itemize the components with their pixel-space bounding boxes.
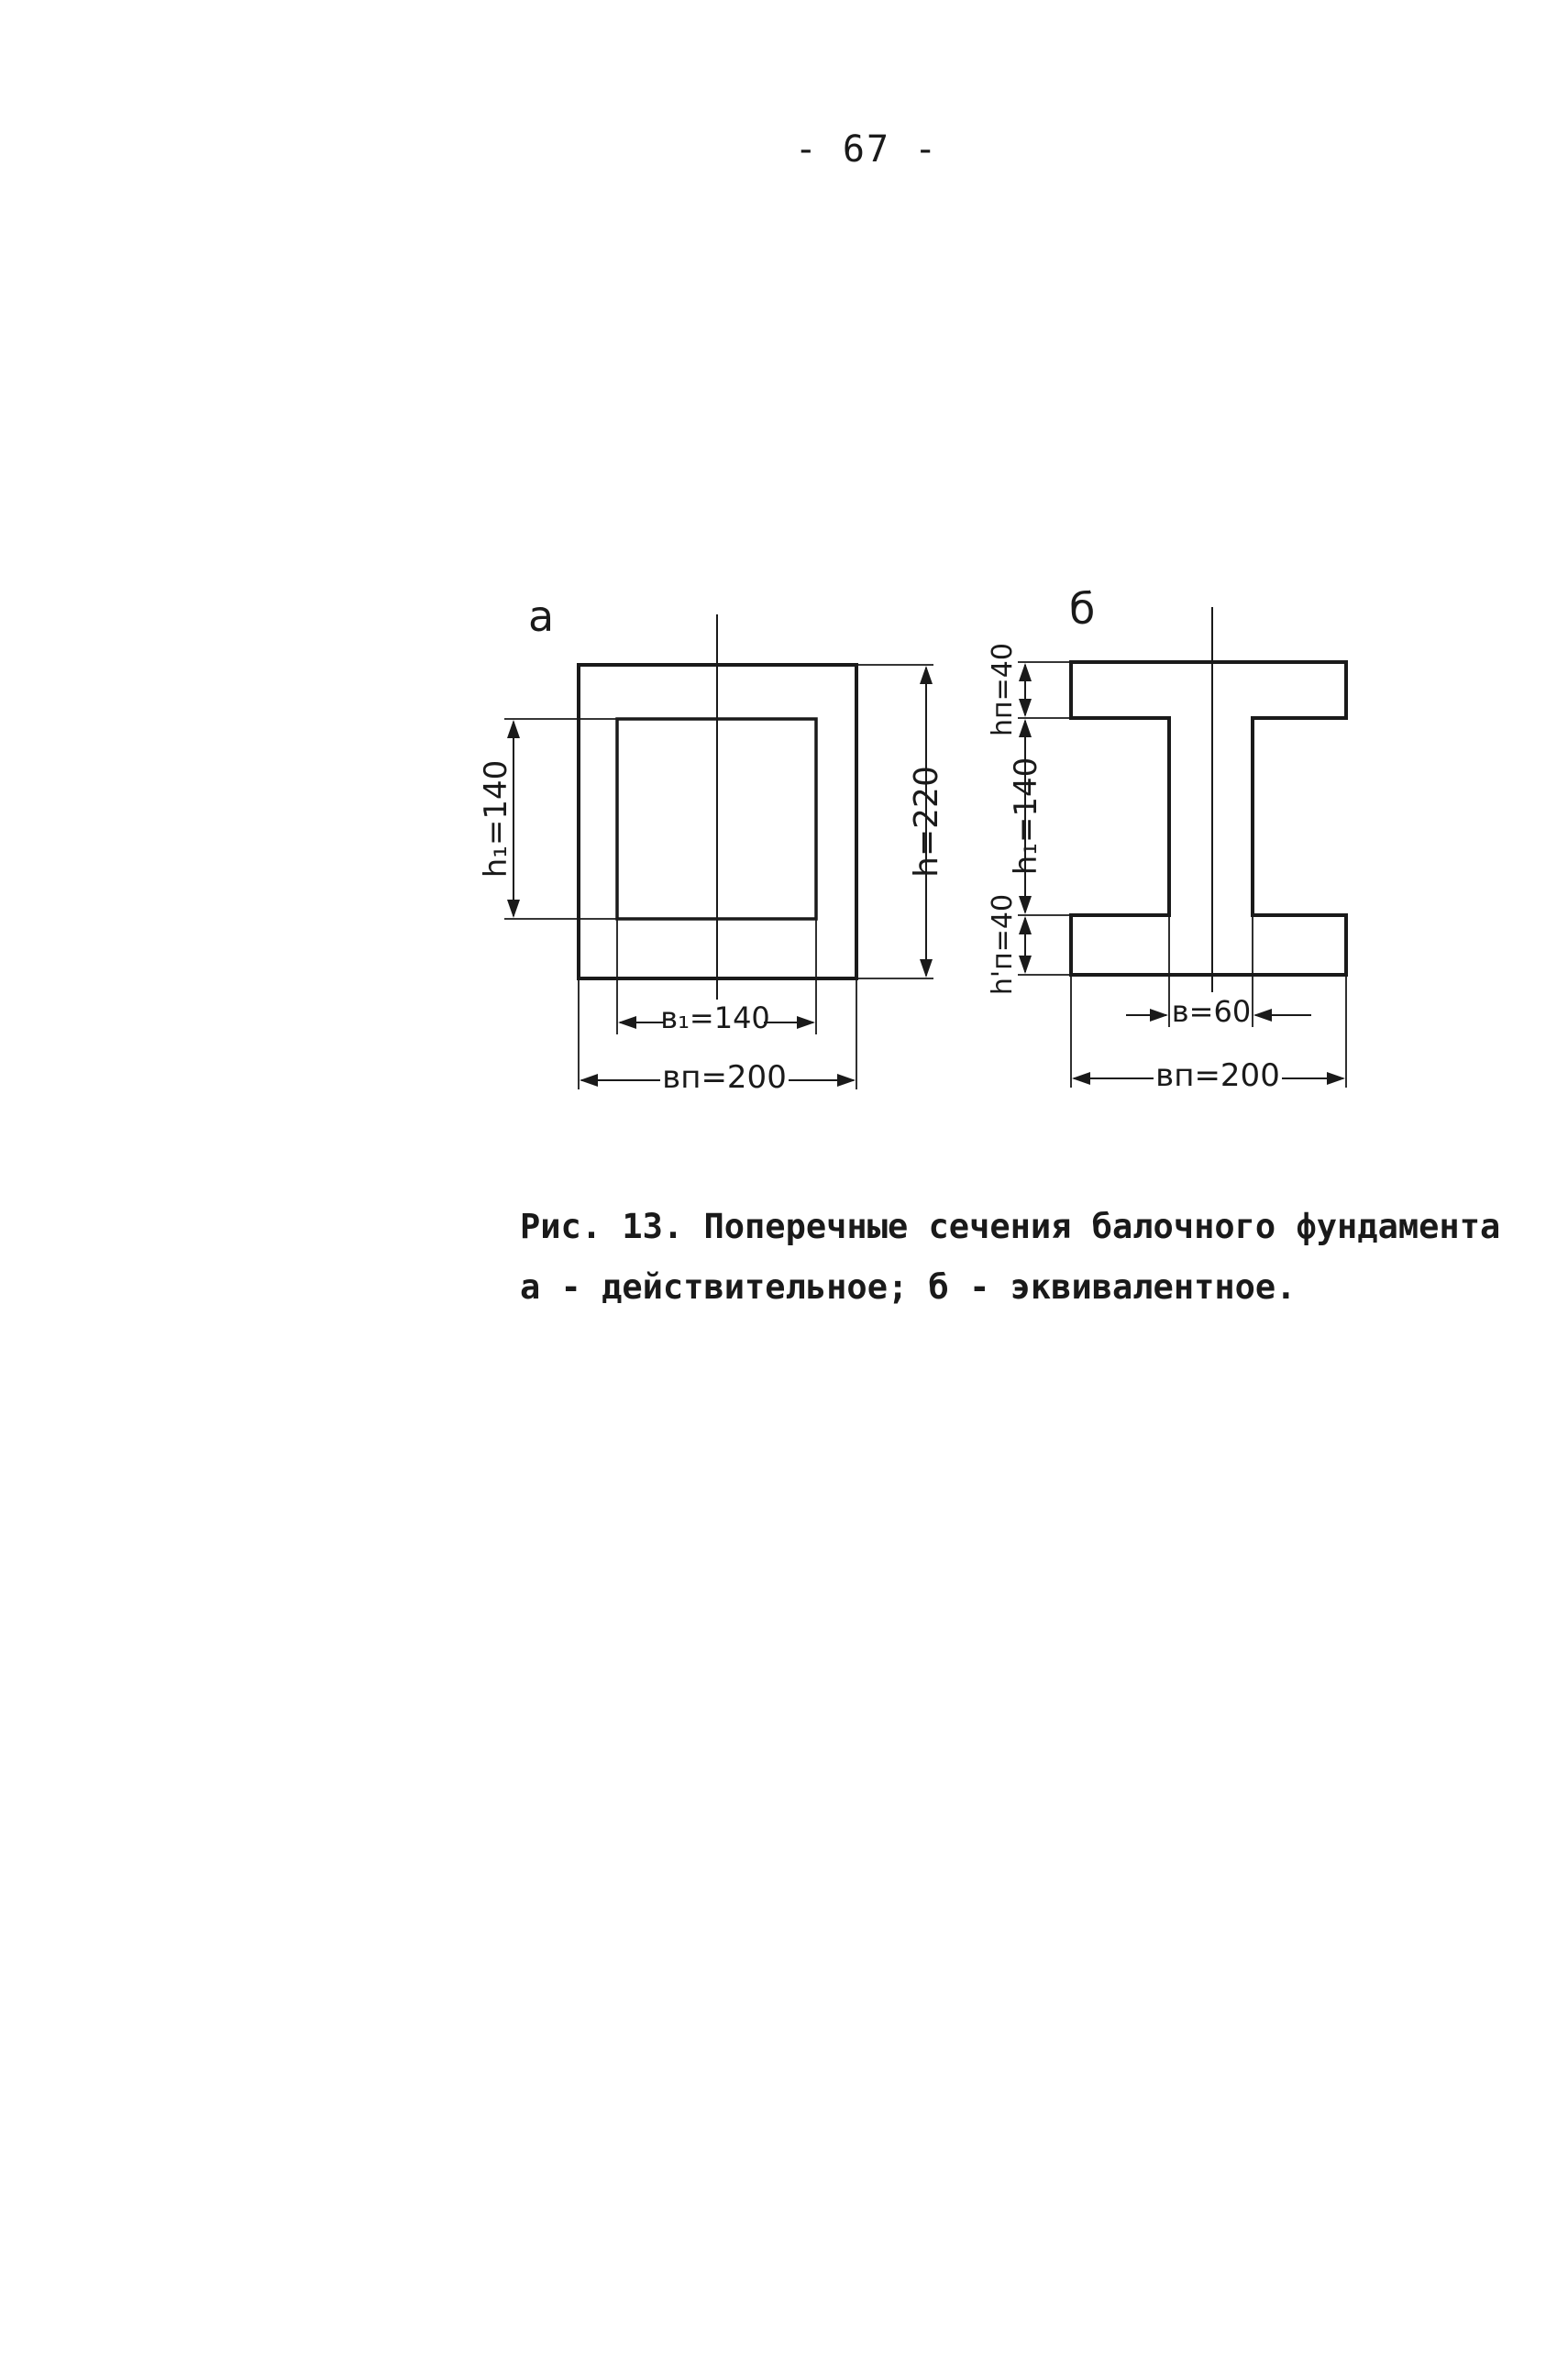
- caption-line-2: а - действительное; б - эквивалентное.: [520, 1267, 1297, 1307]
- page-number: - 67 -: [794, 128, 939, 171]
- panel-b-hn-prime-label: h'п=40: [987, 893, 1019, 996]
- panel-a-actual-section: [478, 591, 945, 1096]
- panel-a-h-label: h=220: [908, 766, 945, 878]
- panel-b-bn-label: вп=200: [1155, 1057, 1280, 1094]
- panel-b-h1-label: h₁=140: [1008, 757, 1044, 876]
- panel-a-letter: а: [528, 591, 555, 641]
- beam-foundation-cross-sections-figure: [0, 0, 1568, 1146]
- panel-b-equivalent-section: [987, 584, 1346, 1094]
- panel-b-letter: б: [1069, 584, 1096, 634]
- panel-b-hn-label: hп=40: [987, 643, 1019, 736]
- panel-b-b-label: в=60: [1171, 994, 1252, 1029]
- caption-line-1: Рис. 13. Поперечные сечения балочного фундамента: [520, 1207, 1501, 1246]
- figure-caption: [520, 1197, 1501, 1318]
- panel-a-h1-label: h₁=140: [478, 759, 514, 879]
- panel-b-i-beam-contour: [1071, 662, 1346, 975]
- panel-a-bn-label: вп=200: [662, 1059, 787, 1096]
- panel-a-b1-label: в₁=140: [660, 1000, 770, 1035]
